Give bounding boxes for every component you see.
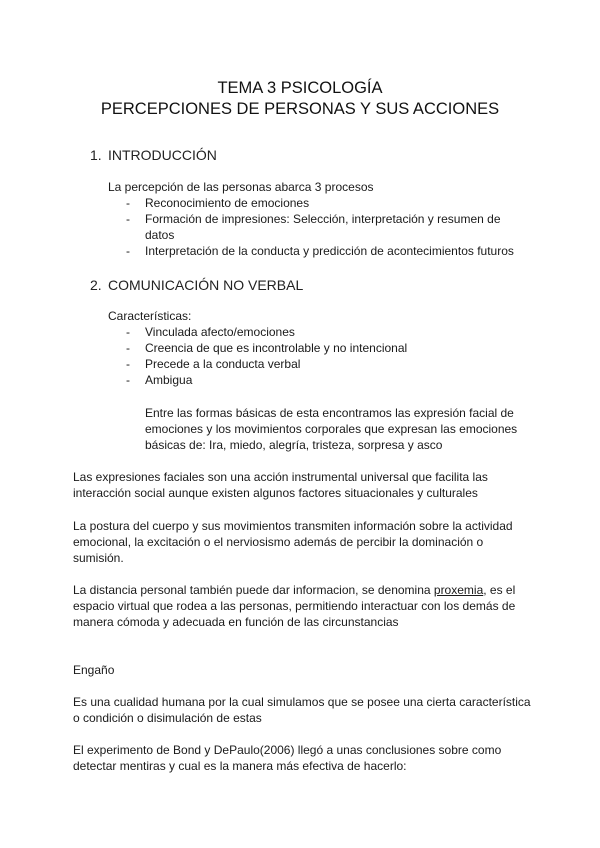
section2-indented-paragraph: Entre las formas básicas de esta encontramos las expresión facial de emociones y los movimientos corporales que expresan las emociones básicas de: Ira, miedo, alegría, tristeza, sorpresa y asco [145, 406, 518, 452]
section-title: COMUNICACIÓN NO VERBAL [108, 277, 304, 293]
section2-lead: Características: [108, 309, 192, 323]
list-item [126, 195, 526, 211]
list-marker: - [126, 244, 130, 258]
list-item-text: Precede a la conducta verbal [145, 357, 301, 371]
paragraph-postura: La postura del cuerpo y sus movimientos transmiten información sobre la actividad emocional, la excitación o el nerviosismo además de percibir la dominación o sumisión. [73, 519, 513, 565]
paragraph-experimento: El experimento de Bond y DePaulo(2006) llegó a unas conclusiones sobre como detectar mentiras y cual es la manera más efectiva de hacerlo: [73, 743, 502, 773]
list-item-text: Ambigua [145, 373, 193, 387]
list-item [126, 324, 526, 340]
document-title-line1: TEMA 3 PSICOLOGÍA [217, 79, 383, 97]
section-heading-comunicacion-no-verbal [90, 276, 303, 294]
engano-heading: Engaño [73, 663, 115, 677]
list-marker: - [126, 196, 130, 210]
list-item [126, 243, 526, 259]
document-title-line2: PERCEPCIONES DE PERSONAS Y SUS ACCIONES [100, 100, 500, 118]
list-item [126, 340, 526, 356]
paragraph-distancia-personal [73, 582, 533, 630]
list-item-text: Creencia de que es incontrolable y no intencional [145, 341, 408, 355]
section-number: 1. [90, 147, 102, 163]
list-marker: - [126, 212, 130, 226]
list-item-text: Interpretación de la conducta y predicción de acontecimientos futuros [145, 244, 514, 258]
section1-lead: La percepción de las personas abarca 3 procesos [108, 180, 374, 194]
proxemia-term: proxemia [433, 583, 484, 597]
list-item [126, 372, 526, 388]
list-item-text: Formación de impresiones: Selección, interpretación y resumen de datos [145, 212, 501, 242]
paragraph-text: La distancia personal también puede dar informacion, se denomina [73, 583, 434, 597]
list-item [126, 356, 526, 372]
list-item-text: Vinculada afecto/emociones [145, 325, 295, 339]
list-marker: - [126, 325, 130, 339]
paragraph-text: , es el espacio virtual que rodea a las personas, permitiendo interactuar con los demás de manera cómoda y adecuada en función de las circunstancias [73, 583, 516, 629]
list-marker: - [126, 373, 130, 387]
section-number: 2. [90, 277, 102, 293]
paragraph-expresiones-faciales: Las expresiones faciales son una acción instrumental universal que facilita las interacción social aunque existen algunos factores situacionales y culturales [73, 470, 488, 500]
section-title: INTRODUCCIÓN [108, 147, 217, 163]
list-marker: - [126, 357, 130, 371]
list-item-text: Reconocimiento de emociones [145, 196, 310, 210]
section2-list [126, 324, 526, 388]
section-heading-introduccion [90, 146, 217, 164]
paragraph-engano-definicion: Es una cualidad humana por la cual simulamos que se posee una cierta característica o condición o disimulación de estas [73, 695, 531, 725]
section1-list [126, 195, 526, 259]
list-marker: - [126, 341, 130, 355]
list-item [126, 211, 515, 243]
